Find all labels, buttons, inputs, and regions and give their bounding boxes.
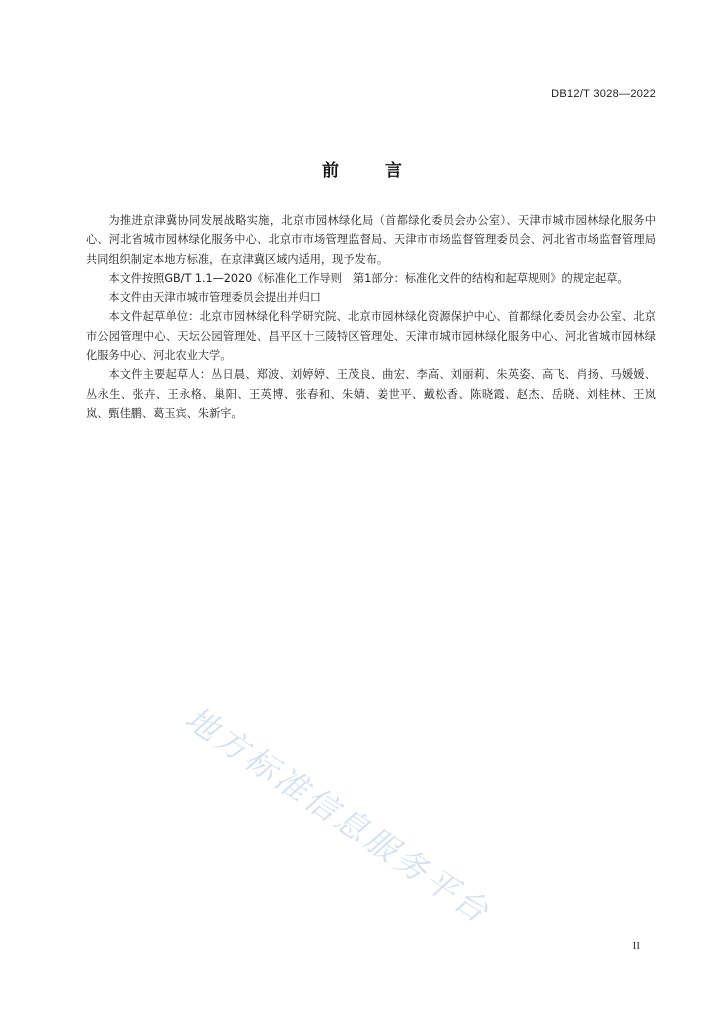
page-number: II	[632, 940, 640, 952]
paragraph-drafting-units: 本文件起草单位：北京市园林绿化科学研究院、北京市园林绿化资源保护中心、首都绿化委员会办公室、北京市公园管理中心、天坛公园管理处、昌平区十三陵特区管理处、天津市城市园林绿化服务中心、河北省城市园林绿化服务中心、河北农业大学。	[86, 310, 656, 363]
paragraph-drafting-rules: 本文件按照GB/T 1.1—2020《标准化工作导则 第1部分：标准化文件的结构和起草规则》的规定起草。	[108, 271, 629, 285]
document-code: DB12/T 3028—2022	[551, 88, 656, 100]
paragraph-proposer: 本文件由天津市城市管理委员会提出并归口	[108, 291, 321, 305]
paragraph-purpose: 为推进京津冀协同发展战略实施，北京市园林绿化局（首都绿化委员会办公室）、天津市城市园林绿化服务中心、河北省城市园林绿化服务中心、北京市市场管理监督局、天津市市场监督管理委员会、河北省市场监督管理局共同组织制定本地方标准，在京津冀区域内适用，现予发布。	[86, 214, 656, 266]
title-char-2: 言	[385, 161, 402, 181]
watermark: 地方标准信息服务平台	[178, 698, 498, 932]
title-char-1: 前	[322, 161, 339, 181]
page-title	[0, 156, 724, 181]
paragraph-drafters: 本文件主要起草人：丛日晨、郑波、刘婷婷、王茂良、曲宏、李高、刘丽莉、朱英姿、高飞、肖扬、马媛媛、丛永生、张卉、王永格、巢阳、王英博、张春和、朱婧、姜世平、戴松香、陈晓霞、赵杰、岳晓、刘桂林、王岚岚、甄佳鹏、葛玉宾、朱新宇。	[86, 368, 656, 420]
foreword-body	[86, 211, 656, 423]
